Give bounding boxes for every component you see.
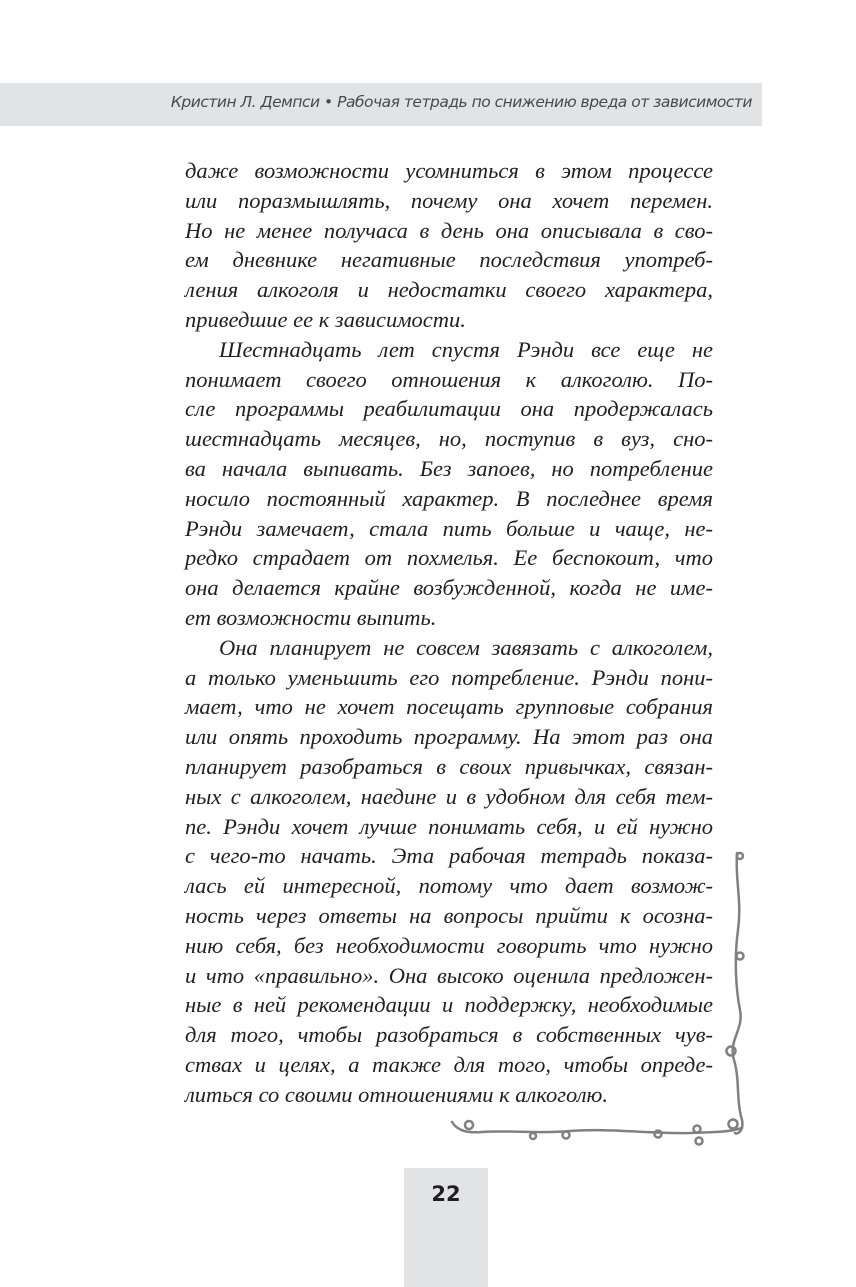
text-line: а только уменьшить его потребление. Рэнди пони-: [185, 664, 713, 690]
text-line: мает, что не хочет посещать групповые собрания: [185, 694, 713, 720]
text-line: Но не менее получаса в день она описывала в сво-: [185, 217, 713, 243]
text-line: для того, чтобы разобраться в собственных чув-: [185, 1022, 713, 1048]
text-line: ет возможности выпить.: [185, 604, 437, 630]
text-line: планирует разобраться в своих привычках, связан-: [185, 753, 713, 779]
text-line: с чего-то начать. Эта рабочая тетрадь показа-: [185, 843, 713, 869]
text-line: шестнадцать месяцев, но, поступив в вуз, сно-: [185, 426, 713, 452]
page-number-box: [404, 1168, 488, 1287]
text-line: или опять проходить программу. На этот раз она: [185, 724, 713, 750]
running-title: Кристин Л. Демпси • Рабочая тетрадь по снижению вреда от зависимости: [170, 93, 752, 111]
text-line: приведшие ее к зависимости.: [185, 306, 466, 332]
text-line: носило постоянный характер. В последнее время: [185, 485, 713, 511]
page-number: 22: [431, 1182, 461, 1206]
text-line: ем дневнике негативные последствия употреб-: [185, 247, 713, 273]
text-line: она делается крайне возбужденной, когда не име-: [185, 575, 713, 601]
text-line: литься со своими отношениями к алкоголю.: [185, 1081, 608, 1107]
text-line: ных с алкоголем, наедине и в удобном для себя тем-: [185, 783, 713, 809]
text-line: нию себя, без необходимости говорить что нужно: [185, 932, 713, 958]
text-line: ствах и целях, а также для того, чтобы опреде-: [185, 1051, 713, 1077]
text-line: ность через ответы на вопросы прийти к осозна-: [185, 902, 713, 928]
text-line: понимает своего отношения к алкоголю. По-: [185, 366, 713, 392]
text-line: ва начала выпивать. Без запоев, но потребление: [185, 455, 713, 481]
text-line: пе. Рэнди хочет лучше понимать себя, и ей нужно: [185, 813, 713, 839]
text-line: лась ей интересной, потому что дает возмож-: [185, 873, 713, 899]
text-line: ные в ней рекомендации и поддержку, необходимые: [185, 992, 713, 1018]
text-line: сле программы реабилитации она продержалась: [185, 396, 713, 422]
text-line: или поразмышлять, почему она хочет перемен.: [185, 187, 713, 213]
text-line: даже возможности усомниться в этом процессе: [185, 158, 713, 183]
text-line: Она планирует не совсем завязать с алкоголем,: [219, 634, 713, 660]
text-line: Шестнадцать лет спустя Рэнди все еще не: [219, 336, 713, 362]
text-line: и что «правильно». Она высоко оценила предложен-: [185, 962, 713, 988]
text-line: ления алкоголя и недостатки своего характера,: [185, 277, 713, 303]
text-line: Рэнди замечает, стала пить больше и чаще, не-: [185, 515, 713, 541]
text-line: редко страдает от похмелья. Ее беспокоит, что: [185, 545, 713, 571]
